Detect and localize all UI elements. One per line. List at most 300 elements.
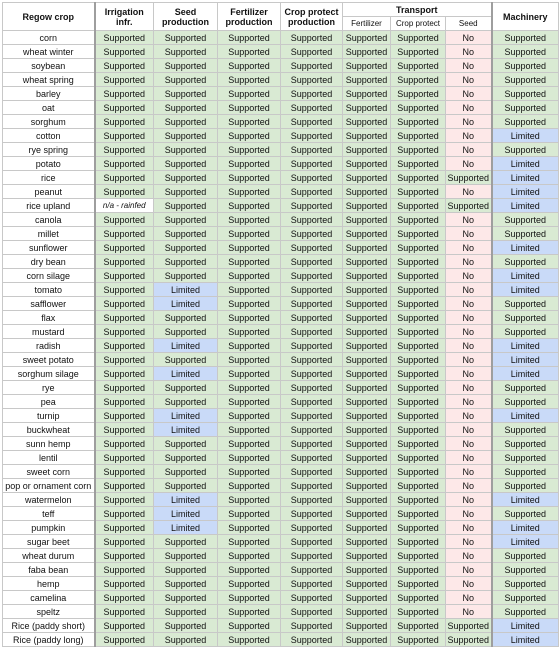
seed-production-status-cell: Supported <box>154 269 218 283</box>
transport-seed-status-cell: Supported <box>446 171 492 185</box>
transport-crop-protect-status-cell: Supported <box>391 87 446 101</box>
seed-production-status-cell: Supported <box>154 479 218 493</box>
transport-seed-status-cell: No <box>446 563 492 577</box>
fertilizer-production-status-cell: Supported <box>218 325 281 339</box>
crop-name-cell: faba bean <box>3 563 95 577</box>
crop-protect-production-status-cell: Supported <box>281 437 343 451</box>
fertilizer-production-status-cell: Supported <box>218 311 281 325</box>
irrigation-status-cell: Supported <box>95 423 154 437</box>
transport-fertilizer-status-cell: Supported <box>343 143 391 157</box>
table-row <box>3 213 559 227</box>
crop-protect-production-status-cell: Supported <box>281 143 343 157</box>
fertilizer-production-status-cell: Supported <box>218 129 281 143</box>
fertilizer-production-status-cell: Supported <box>218 269 281 283</box>
transport-crop-protect-status-cell: Supported <box>391 101 446 115</box>
transport-seed-status-cell: No <box>446 493 492 507</box>
transport-seed-status-cell: No <box>446 521 492 535</box>
fertilizer-production-status-cell: Supported <box>218 451 281 465</box>
irrigation-status-cell: Supported <box>95 185 154 199</box>
table-row <box>3 199 559 213</box>
fertilizer-production-status-cell: Supported <box>218 521 281 535</box>
machinery-status-cell: Supported <box>492 451 559 465</box>
irrigation-status-cell: Supported <box>95 409 154 423</box>
transport-crop-protect-status-cell: Supported <box>391 31 446 45</box>
transport-fertilizer-status-cell: Supported <box>343 577 391 591</box>
crop-name-cell: wheat spring <box>3 73 95 87</box>
transport-crop-protect-status-cell: Supported <box>391 269 446 283</box>
irrigation-status-cell: Supported <box>95 633 154 647</box>
header-transport-fertilizer: Fertilizer <box>343 17 391 31</box>
transport-crop-protect-status-cell: Supported <box>391 479 446 493</box>
seed-production-status-cell: Supported <box>154 31 218 45</box>
fertilizer-production-status-cell: Supported <box>218 507 281 521</box>
seed-production-status-cell: Limited <box>154 283 218 297</box>
machinery-status-cell: Supported <box>492 325 559 339</box>
machinery-status-cell: Supported <box>492 395 559 409</box>
machinery-status-cell: Supported <box>492 381 559 395</box>
header-crop: Regow crop <box>3 3 95 31</box>
crop-protect-production-status-cell: Supported <box>281 493 343 507</box>
transport-seed-status-cell: No <box>446 409 492 423</box>
crop-name-cell: watermelon <box>3 493 95 507</box>
crop-name-cell: Rice (paddy long) <box>3 633 95 647</box>
crop-protect-production-status-cell: Supported <box>281 311 343 325</box>
transport-seed-status-cell: No <box>446 465 492 479</box>
fertilizer-production-status-cell: Supported <box>218 563 281 577</box>
crop-name-cell: peanut <box>3 185 95 199</box>
transport-crop-protect-status-cell: Supported <box>391 605 446 619</box>
transport-fertilizer-status-cell: Supported <box>343 325 391 339</box>
transport-fertilizer-status-cell: Supported <box>343 129 391 143</box>
transport-crop-protect-status-cell: Supported <box>391 185 446 199</box>
fertilizer-production-status-cell: Supported <box>218 87 281 101</box>
irrigation-status-cell: Supported <box>95 45 154 59</box>
transport-seed-status-cell: No <box>446 591 492 605</box>
machinery-status-cell: Supported <box>492 563 559 577</box>
crop-name-cell: teff <box>3 507 95 521</box>
transport-seed-status-cell: No <box>446 255 492 269</box>
transport-seed-status-cell: No <box>446 101 492 115</box>
crop-name-cell: sugar beet <box>3 535 95 549</box>
seed-production-status-cell: Supported <box>154 381 218 395</box>
transport-fertilizer-status-cell: Supported <box>343 31 391 45</box>
fertilizer-production-status-cell: Supported <box>218 115 281 129</box>
crop-protect-production-status-cell: Supported <box>281 353 343 367</box>
crop-protect-production-status-cell: Supported <box>281 73 343 87</box>
crop-name-cell: pumpkin <box>3 521 95 535</box>
seed-production-status-cell: Supported <box>154 353 218 367</box>
fertilizer-production-status-cell: Supported <box>218 157 281 171</box>
transport-crop-protect-status-cell: Supported <box>391 227 446 241</box>
crop-name-cell: camelina <box>3 591 95 605</box>
seed-production-status-cell: Supported <box>154 591 218 605</box>
crop-protect-production-status-cell: Supported <box>281 325 343 339</box>
transport-fertilizer-status-cell: Supported <box>343 367 391 381</box>
crop-name-cell: sorghum <box>3 115 95 129</box>
transport-fertilizer-status-cell: Supported <box>343 451 391 465</box>
transport-fertilizer-status-cell: Supported <box>343 185 391 199</box>
irrigation-status-cell: Supported <box>95 227 154 241</box>
table-row <box>3 87 559 101</box>
crop-protect-production-status-cell: Supported <box>281 157 343 171</box>
table-row <box>3 311 559 325</box>
transport-crop-protect-status-cell: Supported <box>391 465 446 479</box>
table-row <box>3 143 559 157</box>
irrigation-status-cell: n/a - rainfed <box>95 199 154 213</box>
transport-seed-status-cell: No <box>446 297 492 311</box>
transport-fertilizer-status-cell: Supported <box>343 409 391 423</box>
irrigation-status-cell: Supported <box>95 465 154 479</box>
crop-protect-production-status-cell: Supported <box>281 423 343 437</box>
header-crop-protect-production: Crop protect production <box>281 3 343 31</box>
machinery-status-cell: Supported <box>492 577 559 591</box>
crop-protect-production-status-cell: Supported <box>281 591 343 605</box>
transport-fertilizer-status-cell: Supported <box>343 507 391 521</box>
transport-fertilizer-status-cell: Supported <box>343 633 391 647</box>
table-row <box>3 73 559 87</box>
crop-protect-production-status-cell: Supported <box>281 227 343 241</box>
table-row <box>3 283 559 297</box>
crop-protect-production-status-cell: Supported <box>281 577 343 591</box>
irrigation-status-cell: Supported <box>95 367 154 381</box>
crop-name-cell: rye <box>3 381 95 395</box>
table-row <box>3 297 559 311</box>
table-row <box>3 423 559 437</box>
fertilizer-production-status-cell: Supported <box>218 423 281 437</box>
table-row <box>3 619 559 633</box>
crop-protect-production-status-cell: Supported <box>281 549 343 563</box>
seed-production-status-cell: Supported <box>154 45 218 59</box>
seed-production-status-cell: Limited <box>154 409 218 423</box>
irrigation-status-cell: Supported <box>95 213 154 227</box>
crop-name-cell: soybean <box>3 59 95 73</box>
seed-production-status-cell: Supported <box>154 325 218 339</box>
crop-protect-production-status-cell: Supported <box>281 563 343 577</box>
table-row <box>3 479 559 493</box>
irrigation-status-cell: Supported <box>95 339 154 353</box>
table-row <box>3 367 559 381</box>
crop-protect-production-status-cell: Supported <box>281 521 343 535</box>
crop-name-cell: sweet corn <box>3 465 95 479</box>
crop-name-cell: canola <box>3 213 95 227</box>
seed-production-status-cell: Limited <box>154 423 218 437</box>
crop-protect-production-status-cell: Supported <box>281 479 343 493</box>
transport-fertilizer-status-cell: Supported <box>343 115 391 129</box>
fertilizer-production-status-cell: Supported <box>218 213 281 227</box>
seed-production-status-cell: Supported <box>154 59 218 73</box>
fertilizer-production-status-cell: Supported <box>218 297 281 311</box>
crop-name-cell: cotton <box>3 129 95 143</box>
machinery-status-cell: Supported <box>492 31 559 45</box>
fertilizer-production-status-cell: Supported <box>218 241 281 255</box>
crop-name-cell: sorghum silage <box>3 367 95 381</box>
irrigation-status-cell: Supported <box>95 241 154 255</box>
irrigation-status-cell: Supported <box>95 87 154 101</box>
crop-name-cell: pop or ornament corn <box>3 479 95 493</box>
table-row <box>3 563 559 577</box>
crop-protect-production-status-cell: Supported <box>281 185 343 199</box>
machinery-status-cell: Limited <box>492 493 559 507</box>
table-row <box>3 171 559 185</box>
seed-production-status-cell: Limited <box>154 339 218 353</box>
transport-seed-status-cell: No <box>446 451 492 465</box>
fertilizer-production-status-cell: Supported <box>218 395 281 409</box>
transport-seed-status-cell: No <box>446 507 492 521</box>
machinery-status-cell: Supported <box>492 507 559 521</box>
irrigation-status-cell: Supported <box>95 493 154 507</box>
seed-production-status-cell: Supported <box>154 241 218 255</box>
machinery-status-cell: Supported <box>492 311 559 325</box>
machinery-status-cell: Supported <box>492 115 559 129</box>
seed-production-status-cell: Supported <box>154 605 218 619</box>
fertilizer-production-status-cell: Supported <box>218 31 281 45</box>
transport-fertilizer-status-cell: Supported <box>343 45 391 59</box>
fertilizer-production-status-cell: Supported <box>218 493 281 507</box>
crop-protect-production-status-cell: Supported <box>281 367 343 381</box>
fertilizer-production-status-cell: Supported <box>218 227 281 241</box>
transport-seed-status-cell: No <box>446 577 492 591</box>
transport-crop-protect-status-cell: Supported <box>391 493 446 507</box>
header-irrigation: Irrigation infr. <box>95 3 154 31</box>
transport-crop-protect-status-cell: Supported <box>391 297 446 311</box>
table-row <box>3 255 559 269</box>
transport-crop-protect-status-cell: Supported <box>391 339 446 353</box>
crop-name-cell: mustard <box>3 325 95 339</box>
irrigation-status-cell: Supported <box>95 171 154 185</box>
machinery-status-cell: Limited <box>492 353 559 367</box>
table-row <box>3 535 559 549</box>
crop-name-cell: sweet potato <box>3 353 95 367</box>
seed-production-status-cell: Supported <box>154 549 218 563</box>
transport-seed-status-cell: Supported <box>446 199 492 213</box>
machinery-status-cell: Limited <box>492 283 559 297</box>
seed-production-status-cell: Supported <box>154 255 218 269</box>
irrigation-status-cell: Supported <box>95 269 154 283</box>
transport-crop-protect-status-cell: Supported <box>391 437 446 451</box>
crop-protect-production-status-cell: Supported <box>281 87 343 101</box>
transport-fertilizer-status-cell: Supported <box>343 353 391 367</box>
transport-seed-status-cell: No <box>446 73 492 87</box>
crop-name-cell: corn silage <box>3 269 95 283</box>
transport-crop-protect-status-cell: Supported <box>391 367 446 381</box>
transport-seed-status-cell: No <box>446 605 492 619</box>
transport-crop-protect-status-cell: Supported <box>391 115 446 129</box>
fertilizer-production-status-cell: Supported <box>218 143 281 157</box>
machinery-status-cell: Supported <box>492 59 559 73</box>
transport-crop-protect-status-cell: Supported <box>391 549 446 563</box>
table-row <box>3 101 559 115</box>
header-transport-seed: Seed <box>446 17 492 31</box>
transport-crop-protect-status-cell: Supported <box>391 213 446 227</box>
irrigation-status-cell: Supported <box>95 437 154 451</box>
crop-protect-production-status-cell: Supported <box>281 255 343 269</box>
transport-seed-status-cell: No <box>446 31 492 45</box>
irrigation-status-cell: Supported <box>95 143 154 157</box>
seed-production-status-cell: Supported <box>154 227 218 241</box>
transport-fertilizer-status-cell: Supported <box>343 423 391 437</box>
crop-protect-production-status-cell: Supported <box>281 297 343 311</box>
machinery-status-cell: Supported <box>492 479 559 493</box>
transport-crop-protect-status-cell: Supported <box>391 171 446 185</box>
machinery-status-cell: Supported <box>492 87 559 101</box>
seed-production-status-cell: Supported <box>154 129 218 143</box>
table-row <box>3 633 559 647</box>
table-row <box>3 353 559 367</box>
transport-seed-status-cell: No <box>446 423 492 437</box>
irrigation-status-cell: Supported <box>95 451 154 465</box>
crop-protect-production-status-cell: Supported <box>281 381 343 395</box>
transport-fertilizer-status-cell: Supported <box>343 465 391 479</box>
header-transport-crop-protect: Crop protect <box>391 17 446 31</box>
crop-name-cell: dry bean <box>3 255 95 269</box>
seed-production-status-cell: Supported <box>154 199 218 213</box>
transport-seed-status-cell: No <box>446 241 492 255</box>
crop-protect-production-status-cell: Supported <box>281 129 343 143</box>
crop-name-cell: speltz <box>3 605 95 619</box>
crop-protect-production-status-cell: Supported <box>281 45 343 59</box>
transport-seed-status-cell: No <box>446 437 492 451</box>
irrigation-status-cell: Supported <box>95 129 154 143</box>
machinery-status-cell: Supported <box>492 143 559 157</box>
transport-fertilizer-status-cell: Supported <box>343 311 391 325</box>
irrigation-status-cell: Supported <box>95 73 154 87</box>
transport-fertilizer-status-cell: Supported <box>343 563 391 577</box>
machinery-status-cell: Supported <box>492 423 559 437</box>
header-seed-production: Seed production <box>154 3 218 31</box>
irrigation-status-cell: Supported <box>95 507 154 521</box>
machinery-status-cell: Supported <box>492 591 559 605</box>
transport-seed-status-cell: No <box>446 269 492 283</box>
seed-production-status-cell: Supported <box>154 577 218 591</box>
crop-name-cell: pea <box>3 395 95 409</box>
crop-protect-production-status-cell: Supported <box>281 605 343 619</box>
transport-crop-protect-status-cell: Supported <box>391 129 446 143</box>
fertilizer-production-status-cell: Supported <box>218 185 281 199</box>
crop-name-cell: wheat durum <box>3 549 95 563</box>
crop-protect-production-status-cell: Supported <box>281 101 343 115</box>
machinery-status-cell: Supported <box>492 437 559 451</box>
transport-seed-status-cell: No <box>446 325 492 339</box>
irrigation-status-cell: Supported <box>95 381 154 395</box>
irrigation-status-cell: Supported <box>95 101 154 115</box>
seed-production-status-cell: Supported <box>154 633 218 647</box>
seed-production-status-cell: Supported <box>154 535 218 549</box>
transport-seed-status-cell: No <box>446 549 492 563</box>
transport-fertilizer-status-cell: Supported <box>343 521 391 535</box>
machinery-status-cell: Supported <box>492 297 559 311</box>
seed-production-status-cell: Supported <box>154 143 218 157</box>
transport-crop-protect-status-cell: Supported <box>391 255 446 269</box>
machinery-status-cell: Limited <box>492 185 559 199</box>
crop-protect-production-status-cell: Supported <box>281 633 343 647</box>
table-row <box>3 605 559 619</box>
table-row <box>3 241 559 255</box>
crop-name-cell: flax <box>3 311 95 325</box>
crop-name-cell: potato <box>3 157 95 171</box>
crop-name-cell: sunflower <box>3 241 95 255</box>
seed-production-status-cell: Limited <box>154 297 218 311</box>
transport-crop-protect-status-cell: Supported <box>391 395 446 409</box>
transport-crop-protect-status-cell: Supported <box>391 283 446 297</box>
transport-crop-protect-status-cell: Supported <box>391 563 446 577</box>
fertilizer-production-status-cell: Supported <box>218 577 281 591</box>
transport-seed-status-cell: Supported <box>446 633 492 647</box>
irrigation-status-cell: Supported <box>95 255 154 269</box>
table-row <box>3 59 559 73</box>
seed-production-status-cell: Limited <box>154 367 218 381</box>
transport-seed-status-cell: No <box>446 185 492 199</box>
table-row <box>3 31 559 45</box>
transport-crop-protect-status-cell: Supported <box>391 325 446 339</box>
transport-seed-status-cell: No <box>446 115 492 129</box>
transport-crop-protect-status-cell: Supported <box>391 199 446 213</box>
transport-seed-status-cell: No <box>446 339 492 353</box>
transport-fertilizer-status-cell: Supported <box>343 339 391 353</box>
fertilizer-production-status-cell: Supported <box>218 549 281 563</box>
crop-name-cell: rice upland <box>3 199 95 213</box>
table-row <box>3 129 559 143</box>
machinery-status-cell: Supported <box>492 605 559 619</box>
crop-protect-production-status-cell: Supported <box>281 619 343 633</box>
machinery-status-cell: Supported <box>492 227 559 241</box>
crop-protect-production-status-cell: Supported <box>281 213 343 227</box>
seed-production-status-cell: Supported <box>154 185 218 199</box>
irrigation-status-cell: Supported <box>95 619 154 633</box>
transport-fertilizer-status-cell: Supported <box>343 535 391 549</box>
transport-fertilizer-status-cell: Supported <box>343 591 391 605</box>
machinery-status-cell: Limited <box>492 199 559 213</box>
transport-fertilizer-status-cell: Supported <box>343 269 391 283</box>
seed-production-status-cell: Supported <box>154 213 218 227</box>
fertilizer-production-status-cell: Supported <box>218 591 281 605</box>
table-body <box>3 31 559 647</box>
fertilizer-production-status-cell: Supported <box>218 633 281 647</box>
fertilizer-production-status-cell: Supported <box>218 465 281 479</box>
fertilizer-production-status-cell: Supported <box>218 605 281 619</box>
transport-crop-protect-status-cell: Supported <box>391 577 446 591</box>
transport-crop-protect-status-cell: Supported <box>391 241 446 255</box>
transport-fertilizer-status-cell: Supported <box>343 255 391 269</box>
crop-protect-production-status-cell: Supported <box>281 339 343 353</box>
fertilizer-production-status-cell: Supported <box>218 353 281 367</box>
transport-seed-status-cell: No <box>446 227 492 241</box>
transport-seed-status-cell: No <box>446 353 492 367</box>
transport-seed-status-cell: No <box>446 45 492 59</box>
crop-name-cell: tomato <box>3 283 95 297</box>
seed-production-status-cell: Supported <box>154 115 218 129</box>
transport-fertilizer-status-cell: Supported <box>343 479 391 493</box>
irrigation-status-cell: Supported <box>95 59 154 73</box>
table-row <box>3 577 559 591</box>
transport-crop-protect-status-cell: Supported <box>391 507 446 521</box>
transport-crop-protect-status-cell: Supported <box>391 45 446 59</box>
crop-name-cell: sunn hemp <box>3 437 95 451</box>
transport-fertilizer-status-cell: Supported <box>343 73 391 87</box>
transport-fertilizer-status-cell: Supported <box>343 213 391 227</box>
crop-name-cell: lentil <box>3 451 95 465</box>
crop-name-cell: buckwheat <box>3 423 95 437</box>
fertilizer-production-status-cell: Supported <box>218 101 281 115</box>
transport-seed-status-cell: No <box>446 479 492 493</box>
transport-fertilizer-status-cell: Supported <box>343 437 391 451</box>
transport-seed-status-cell: No <box>446 283 492 297</box>
transport-crop-protect-status-cell: Supported <box>391 409 446 423</box>
crop-protect-production-status-cell: Supported <box>281 115 343 129</box>
fertilizer-production-status-cell: Supported <box>218 283 281 297</box>
fertilizer-production-status-cell: Supported <box>218 45 281 59</box>
transport-crop-protect-status-cell: Supported <box>391 591 446 605</box>
fertilizer-production-status-cell: Supported <box>218 479 281 493</box>
